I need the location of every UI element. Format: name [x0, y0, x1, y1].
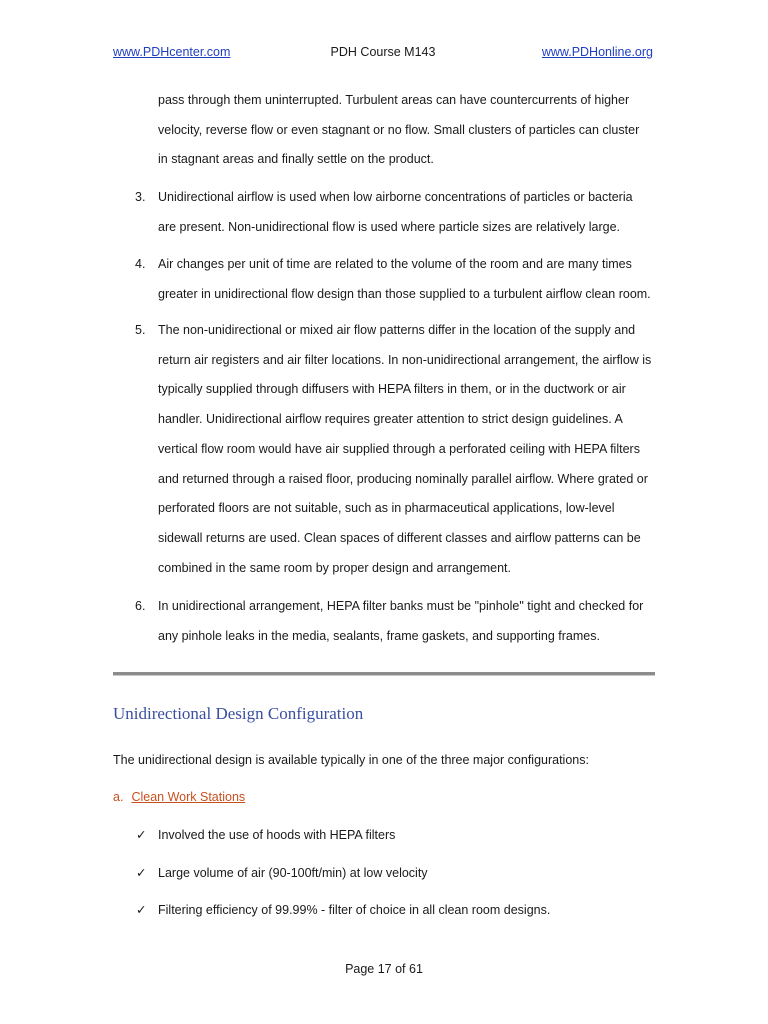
section-heading: Unidirectional Design Configuration	[113, 704, 364, 723]
check-item-text: Filtering efficiency of 99.99% - filter of choice in all clean room designs.	[158, 903, 551, 917]
pdhonline-link[interactable]: www.PDHonline.org	[541, 45, 653, 59]
check-item-text: Involved the use of hoods with HEPA filters	[158, 828, 396, 842]
checkmark-icon: ✓	[136, 903, 147, 917]
text-line: Unidirectional airflow is used when low airborne concentrations of particles or bacteria	[158, 190, 633, 204]
check-item-text: Large volume of air (90-100ft/min) at low velocity	[158, 866, 428, 880]
list-number: 6.	[135, 599, 146, 613]
text-line: velocity, reverse flow or even stagnant or no flow. Small clusters of particles can cluster	[158, 122, 640, 137]
text-line: greater in unidirectional flow design than those supplied to a turbulent airflow clean room.	[158, 286, 651, 301]
page-header	[113, 45, 653, 63]
checkmark-icon: ✓	[136, 866, 147, 880]
course-title: PDH Course M143	[330, 45, 436, 59]
list-number: 4.	[135, 257, 146, 271]
text-line: handler. Unidirectional airflow requires greater attention to strict design guidelines. A	[158, 412, 623, 427]
text-line: pass through them uninterrupted. Turbulent areas can have countercurrents of higher	[158, 93, 630, 107]
text-line: vertical flow room would have air supplied through a perforated ceiling with HEPA filters	[158, 441, 640, 456]
page-number: Page 17 of 61	[345, 962, 423, 976]
text-line: return air registers and air filter locations. In non-unidirectional arrangement, the airflow is	[158, 352, 652, 367]
text-line: and returned through a raised floor, producing nominally parallel airflow. Where grated or	[158, 471, 648, 486]
checkmark-icon: ✓	[136, 828, 147, 842]
text-line: combined in the same room by proper design and arrangement.	[158, 560, 511, 575]
section-divider	[113, 672, 655, 676]
text-line: perforated floors are not suitable, such as in pharmaceutical applications, low-level	[158, 501, 615, 516]
section-intro: The unidirectional design is available typically in one of the three major configurations:	[113, 753, 589, 767]
text-line: any pinhole leaks in the media, sealants, frame gaskets, and supporting frames.	[158, 628, 600, 643]
text-line: are present. Non-unidirectional flow is used where particle sizes are relatively large.	[158, 219, 621, 234]
text-line: The non-unidirectional or mixed air flow patterns differ in the location of the supply and	[158, 323, 636, 337]
text-line: Air changes per unit of time are related to the volume of the room and are many times	[158, 257, 632, 271]
text-line: In unidirectional arrangement, HEPA filter banks must be "pinhole" tight and checked for	[158, 599, 644, 613]
continued-paragraph	[158, 86, 658, 175]
text-line: typically supplied through diffusers with HEPA filters in them, or in the ductwork or air	[158, 382, 626, 397]
pdhcenter-link[interactable]: www.PDHcenter.com	[113, 45, 231, 59]
clean-work-stations-link[interactable]: Clean Work Stations	[131, 790, 246, 804]
text-line: in stagnant areas and finally settle on the product.	[158, 152, 434, 167]
list-number: 5.	[135, 323, 146, 337]
subsection-heading	[113, 783, 245, 813]
list-number: 3.	[135, 190, 146, 204]
subsection-letter: a.	[113, 790, 124, 804]
text-line: sidewall returns are used. Clean spaces of different classes and airflow patterns can be	[158, 530, 641, 545]
